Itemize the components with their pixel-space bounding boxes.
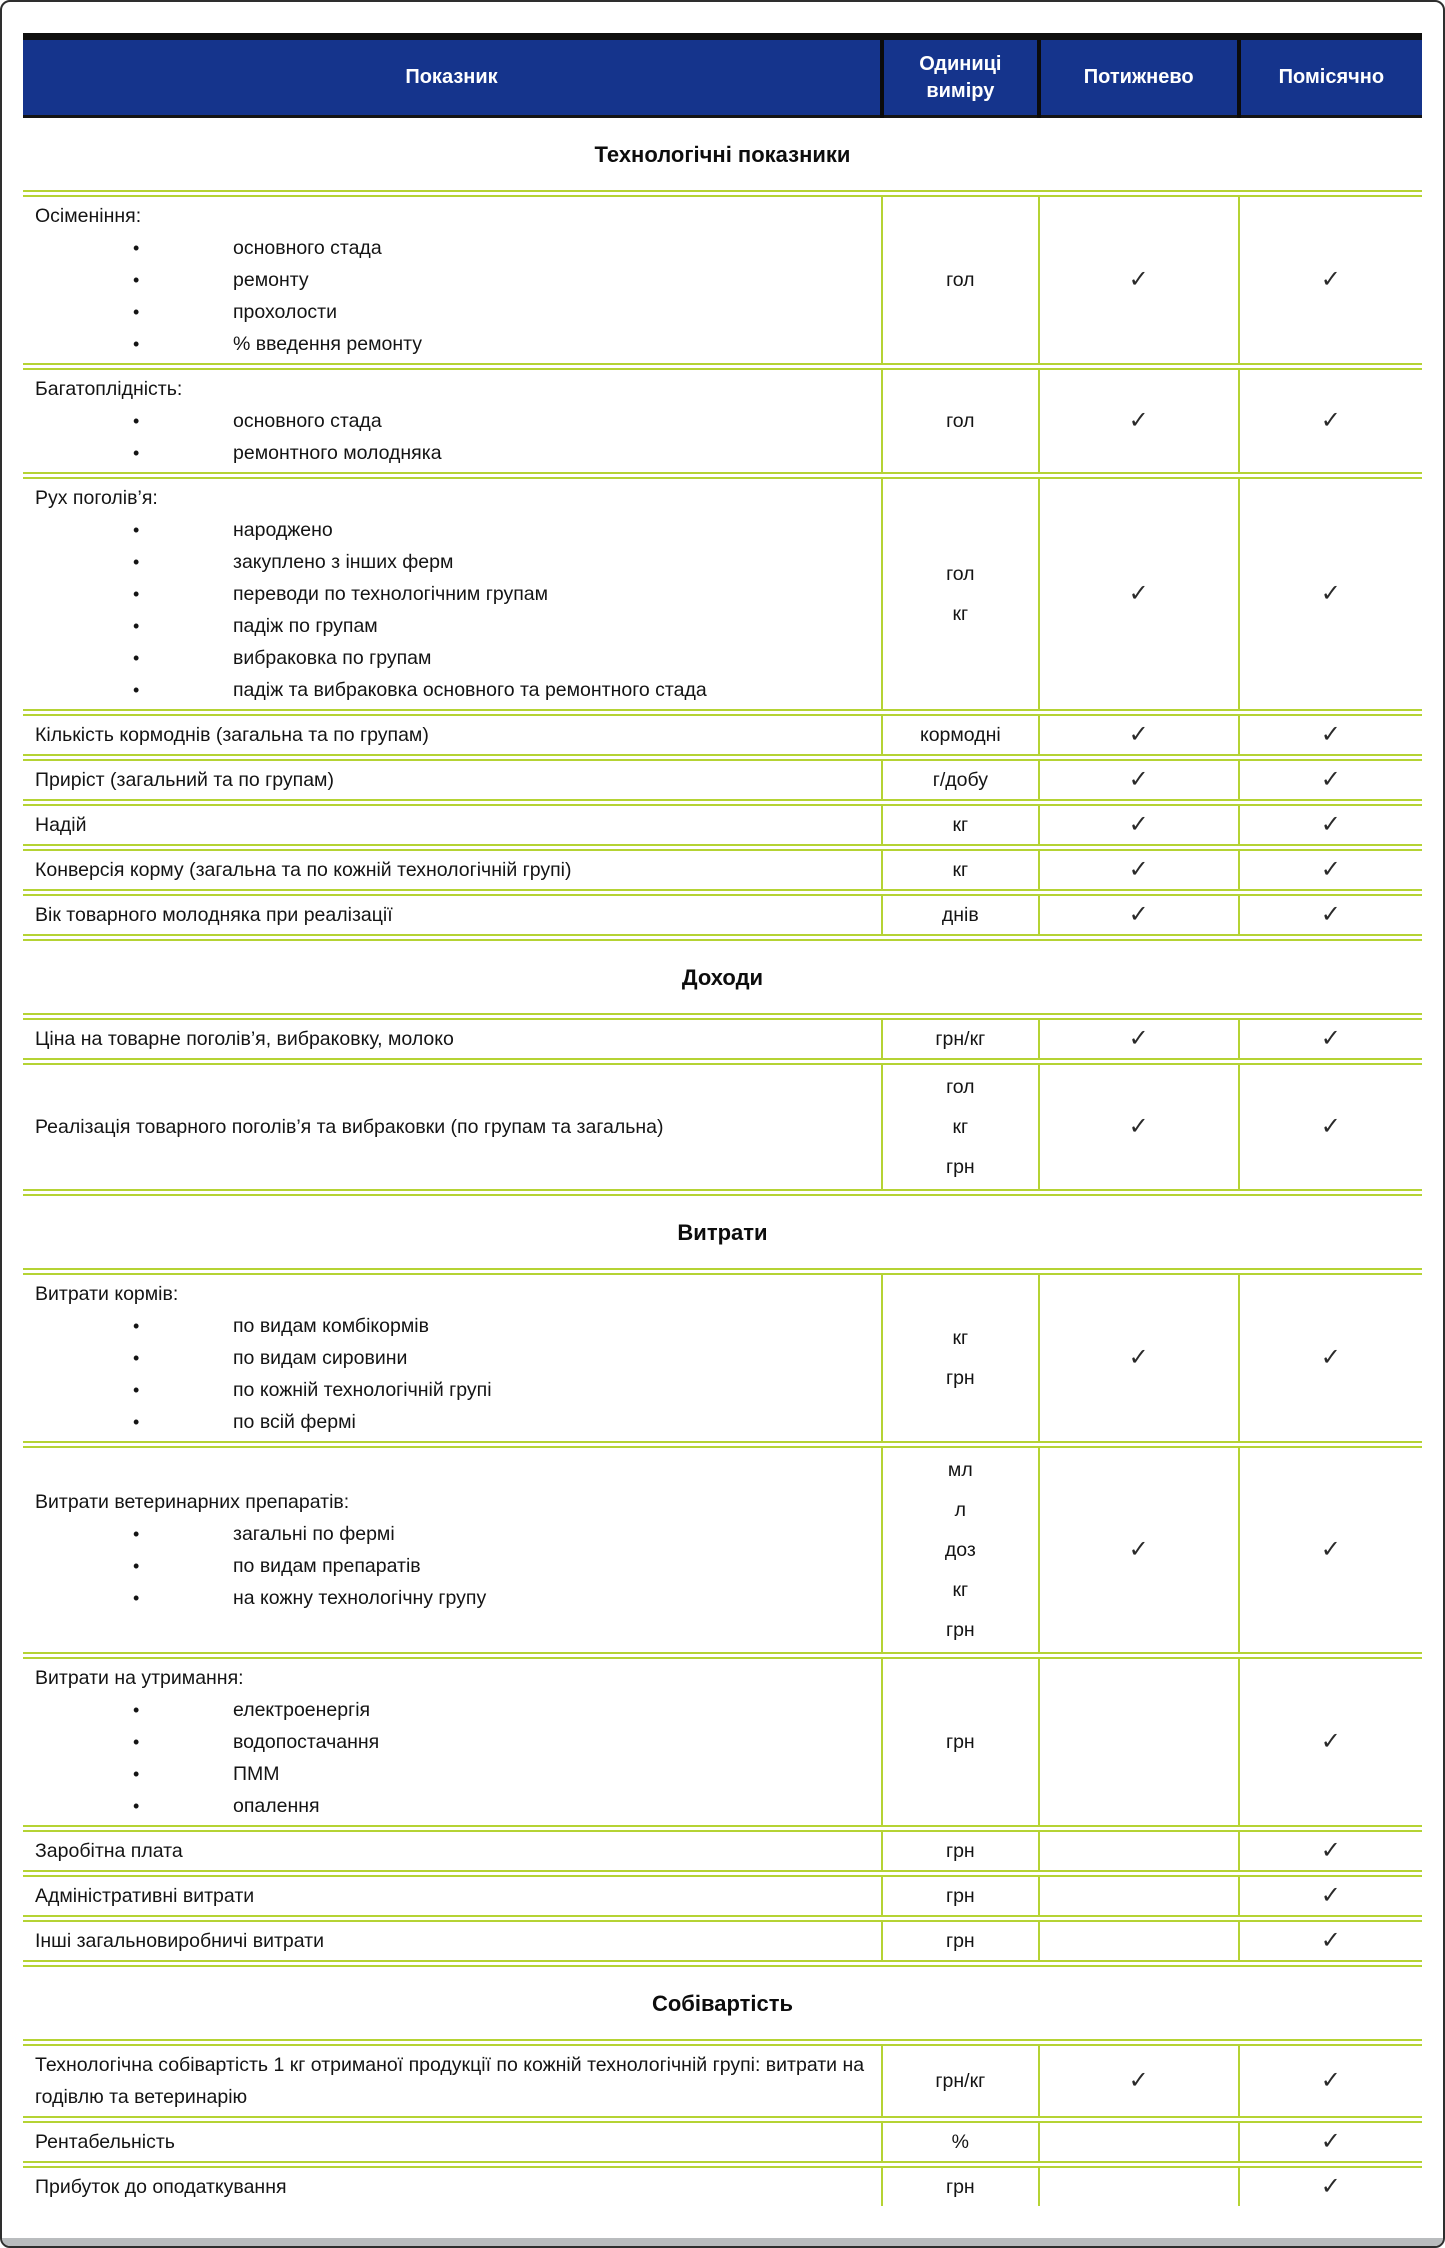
bullet-icon: • — [133, 1796, 140, 1816]
indicator-cell — [23, 1062, 882, 1193]
unit-value: грн — [945, 1731, 975, 1753]
empty-cell — [1039, 1919, 1239, 1964]
bullet-text: ремонту — [233, 269, 309, 291]
section-title: Доходи — [681, 965, 764, 990]
section-title: Технологічні показники — [594, 142, 851, 167]
units-cell — [882, 803, 1039, 848]
bullet-icon: • — [133, 443, 140, 463]
table-row — [23, 1874, 1422, 1919]
unit-value: грн/кг — [935, 1028, 986, 1050]
check-cell — [1039, 194, 1239, 367]
bullet-icon: • — [133, 238, 140, 258]
check-cell — [1239, 1874, 1422, 1919]
indicator-cell — [23, 476, 882, 713]
table-row — [23, 1445, 1422, 1656]
unit-value: грн — [945, 1619, 975, 1641]
indicator-label: Осіменіння: — [35, 205, 142, 227]
check-cell — [1039, 2043, 1239, 2120]
check-cell — [1239, 758, 1422, 803]
check-cell — [1239, 367, 1422, 476]
units-cell — [882, 194, 1039, 367]
check-cell — [1039, 476, 1239, 713]
header-col-monthly: Помісячно — [1239, 37, 1422, 117]
units-cell — [882, 713, 1039, 758]
empty-cell — [1039, 2120, 1239, 2165]
units-cell — [882, 2043, 1039, 2120]
bullet-text: водопостачання — [233, 1731, 380, 1753]
indicator-cell — [23, 848, 882, 893]
check-icon: ✓ — [1128, 855, 1149, 883]
check-icon: ✓ — [1128, 1024, 1149, 1052]
indicator-label: Витрати ветеринарних препаратів: — [35, 1491, 350, 1513]
indicators-table — [23, 1013, 1422, 1196]
bullet-icon: • — [133, 552, 140, 572]
bullet-item — [35, 1374, 871, 1406]
indicators-table — [23, 190, 1422, 941]
indicator-cell — [23, 1272, 882, 1445]
check-icon: ✓ — [1320, 406, 1341, 434]
unit-value: грн — [945, 1840, 975, 1862]
check-cell — [1039, 713, 1239, 758]
bullet-text: по видам препаратів — [233, 1555, 421, 1577]
bullet-text: основного стада — [233, 410, 382, 432]
unit-value: грн — [945, 1156, 975, 1178]
units-cell — [882, 1062, 1039, 1193]
bullet-icon: • — [133, 1732, 140, 1752]
units-cell — [882, 1919, 1039, 1964]
bullet-text: опалення — [233, 1795, 320, 1817]
units-cell — [882, 893, 1039, 938]
empty-cell — [1039, 1656, 1239, 1829]
indicator-cell — [23, 1829, 882, 1874]
indicator-label: Реалізація товарного поголів’я та вибраковки (по групам та загальна) — [35, 1116, 664, 1138]
header-col-indicator: Показник — [23, 37, 882, 117]
bullet-item — [35, 514, 871, 546]
bullet-item — [35, 1550, 871, 1582]
unit-value: грн — [945, 2176, 975, 2198]
unit-value: кг — [952, 859, 969, 881]
bullet-icon: • — [133, 648, 140, 668]
table-row — [23, 1919, 1422, 1964]
units-cell — [882, 848, 1039, 893]
bullet-icon: • — [133, 1316, 140, 1336]
unit-value: грн — [945, 1930, 975, 1952]
section-title: Собівартість — [651, 1991, 794, 2016]
unit-value: кг — [952, 1116, 969, 1138]
table-row — [23, 848, 1422, 893]
indicator-cell — [23, 2043, 882, 2120]
indicator-cell — [23, 2165, 882, 2207]
check-icon: ✓ — [1128, 1535, 1149, 1563]
bullet-icon: • — [133, 584, 140, 604]
bullet-icon: • — [133, 1380, 140, 1400]
bullet-text: прохолости — [233, 301, 337, 323]
bullet-text: по видам сировини — [233, 1347, 408, 1369]
check-cell — [1239, 2120, 1422, 2165]
window-bottom-edge — [2, 2238, 1443, 2246]
units-cell — [882, 367, 1039, 476]
units-cell — [882, 1017, 1039, 1062]
bullet-item — [35, 1342, 871, 1374]
units-cell — [882, 476, 1039, 713]
check-icon: ✓ — [1320, 265, 1341, 293]
bullet-text: по кожній технологічній групі — [233, 1379, 492, 1401]
indicator-label: Приріст (загальний та по групам) — [35, 769, 334, 791]
bullet-text: падіж по групам — [233, 615, 378, 637]
indicator-label: Витрати на утримання: — [35, 1667, 244, 1689]
indicator-cell — [23, 1017, 882, 1062]
units-cell — [882, 1874, 1039, 1919]
bullet-icon: • — [133, 411, 140, 431]
check-icon: ✓ — [1320, 810, 1341, 838]
table-row — [23, 367, 1422, 476]
check-icon: ✓ — [1320, 765, 1341, 793]
indicator-cell — [23, 367, 882, 476]
check-cell — [1239, 713, 1422, 758]
check-cell — [1039, 848, 1239, 893]
indicator-cell — [23, 2120, 882, 2165]
bullet-item — [35, 1582, 871, 1614]
bullet-icon: • — [133, 1348, 140, 1368]
bullet-text: електроенергія — [233, 1699, 371, 1721]
units-cell — [882, 1445, 1039, 1656]
check-icon: ✓ — [1320, 855, 1341, 883]
bullet-item — [35, 232, 871, 264]
empty-cell — [1039, 1829, 1239, 1874]
unit-value: кормодні — [919, 724, 1001, 746]
indicator-label: Ціна на товарне поголів’я, вибраковку, молоко — [35, 1028, 454, 1050]
bullet-text: на кожну технологічну групу — [233, 1587, 487, 1609]
table-row — [23, 1062, 1422, 1193]
check-cell — [1039, 367, 1239, 476]
bullet-text: закуплено з інших ферм — [233, 551, 454, 573]
bullet-text: % введення ремонту — [233, 333, 423, 355]
bullet-item — [35, 1758, 871, 1790]
check-cell — [1039, 1272, 1239, 1445]
units-cell — [882, 1272, 1039, 1445]
unit-value: кг — [952, 603, 969, 625]
table-row — [23, 1656, 1422, 1829]
bullet-item — [35, 437, 871, 469]
bullet-icon: • — [133, 616, 140, 636]
header-col-weekly: Потижнево — [1039, 37, 1239, 117]
check-icon: ✓ — [1320, 900, 1341, 928]
bullet-icon: • — [133, 1524, 140, 1544]
indicator-cell — [23, 758, 882, 803]
table-row — [23, 2120, 1422, 2165]
report-table-area — [2, 2, 1443, 2246]
bullet-icon: • — [133, 680, 140, 700]
indicator-label: Інші загальновиробничі витрати — [35, 1930, 324, 1952]
check-cell — [1239, 1829, 1422, 1874]
check-cell — [1239, 2165, 1422, 2207]
units-cell — [882, 758, 1039, 803]
unit-value: % — [951, 2131, 969, 2153]
unit-value: кг — [952, 1579, 969, 1601]
check-icon: ✓ — [1128, 2066, 1149, 2094]
bullet-text: ПММ — [233, 1763, 280, 1785]
check-cell — [1239, 2043, 1422, 2120]
empty-cell — [1039, 2165, 1239, 2207]
check-icon: ✓ — [1320, 2172, 1341, 2200]
check-icon: ✓ — [1320, 1535, 1341, 1563]
unit-value: кг — [952, 814, 969, 836]
unit-value: грн/кг — [935, 2070, 986, 2092]
bullet-item — [35, 674, 871, 706]
check-icon: ✓ — [1128, 406, 1149, 434]
check-icon: ✓ — [1320, 1112, 1341, 1140]
check-cell — [1239, 893, 1422, 938]
units-cell — [882, 1656, 1039, 1829]
check-icon: ✓ — [1320, 1926, 1341, 1954]
unit-value: гол — [946, 1076, 975, 1098]
check-icon: ✓ — [1128, 579, 1149, 607]
bullet-icon: • — [133, 1764, 140, 1784]
indicator-label: Вік товарного молодняка при реалізації — [35, 904, 393, 926]
indicators-table — [23, 1268, 1422, 1967]
check-cell — [1039, 1445, 1239, 1656]
bullet-icon: • — [133, 334, 140, 354]
unit-value: днів — [941, 904, 979, 926]
section-title: Витрати — [677, 1220, 768, 1245]
check-cell — [1239, 1272, 1422, 1445]
bullet-text: основного стада — [233, 237, 382, 259]
indicator-label: Конверсія корму (загальна та по кожній технологічній групі) — [35, 859, 572, 881]
indicator-label: Рентабельність — [35, 2131, 175, 2153]
bullet-item — [35, 1694, 871, 1726]
check-cell — [1239, 1656, 1422, 1829]
empty-cell — [1039, 1874, 1239, 1919]
indicator-label: Багатоплідність: — [35, 378, 183, 400]
check-cell — [1039, 1062, 1239, 1193]
unit-value: гол — [946, 563, 975, 585]
unit-value: мл — [947, 1459, 973, 1481]
unit-value: гол — [946, 269, 975, 291]
bullet-icon: • — [133, 302, 140, 322]
check-icon: ✓ — [1128, 265, 1149, 293]
indicator-cell — [23, 803, 882, 848]
check-icon: ✓ — [1320, 1727, 1341, 1755]
bullet-item — [35, 1518, 871, 1550]
table-row — [23, 803, 1422, 848]
units-cell — [882, 1829, 1039, 1874]
indicator-label: Заробітна плата — [35, 1840, 183, 1862]
bullet-icon: • — [133, 1588, 140, 1608]
bullet-item — [35, 405, 871, 437]
check-icon: ✓ — [1128, 900, 1149, 928]
unit-value: грн — [945, 1885, 975, 1907]
check-cell — [1239, 1919, 1422, 1964]
bullet-icon: • — [133, 1700, 140, 1720]
indicator-label: Адміністративні витрати — [35, 1885, 255, 1907]
bullet-text: народжено — [233, 519, 333, 541]
bullet-text: падіж та вибраковка основного та ремонтного стада — [233, 679, 707, 701]
unit-value: л — [954, 1499, 967, 1521]
indicator-cell — [23, 1445, 882, 1656]
bullet-item — [35, 578, 871, 610]
indicator-label: Витрати кормів: — [35, 1283, 179, 1305]
units-cell — [882, 2165, 1039, 2207]
check-cell — [1239, 1062, 1422, 1193]
check-cell — [1239, 848, 1422, 893]
table-row — [23, 1272, 1422, 1445]
check-icon: ✓ — [1128, 1112, 1149, 1140]
check-icon: ✓ — [1128, 1343, 1149, 1371]
bullet-item — [35, 610, 871, 642]
indicator-cell — [23, 713, 882, 758]
table-row — [23, 893, 1422, 938]
table-row — [23, 1829, 1422, 1874]
indicator-cell — [23, 194, 882, 367]
bullet-item — [35, 264, 871, 296]
indicator-label: Рух поголів’я: — [35, 487, 158, 509]
bullet-item — [35, 546, 871, 578]
indicator-label: Технологічна собівартість 1 кг отриманої продукції по кожній технологічній групі: витрати на годівлю та ветеринарію — [35, 2054, 865, 2108]
bullet-item — [35, 642, 871, 674]
table-row — [23, 194, 1422, 367]
check-cell — [1039, 1017, 1239, 1062]
bullet-item — [35, 1726, 871, 1758]
bullet-icon: • — [133, 520, 140, 540]
header-row — [23, 37, 1422, 117]
table-row — [23, 1017, 1422, 1062]
check-icon: ✓ — [1128, 765, 1149, 793]
check-cell — [1239, 194, 1422, 367]
check-icon: ✓ — [1320, 579, 1341, 607]
sections — [23, 140, 1422, 2206]
indicator-label: Надій — [35, 814, 87, 836]
bullet-icon: • — [133, 1412, 140, 1432]
bullet-text: по видам комбікормів — [233, 1315, 429, 1337]
check-cell — [1039, 758, 1239, 803]
table-row — [23, 476, 1422, 713]
unit-value: г/добу — [932, 769, 988, 791]
check-icon: ✓ — [1320, 2127, 1341, 2155]
check-icon: ✓ — [1128, 810, 1149, 838]
unit-value: грн — [945, 1367, 975, 1389]
check-cell — [1039, 803, 1239, 848]
indicator-cell — [23, 1874, 882, 1919]
check-icon: ✓ — [1320, 720, 1341, 748]
check-icon: ✓ — [1320, 1881, 1341, 1909]
check-cell — [1239, 803, 1422, 848]
bullet-item — [35, 296, 871, 328]
check-icon: ✓ — [1320, 1343, 1341, 1371]
indicator-label: Кількість кормоднів (загальна та по групам) — [35, 724, 429, 746]
check-icon: ✓ — [1320, 2066, 1341, 2094]
bullet-icon: • — [133, 270, 140, 290]
check-cell — [1239, 1445, 1422, 1656]
unit-value: кг — [952, 1327, 969, 1349]
check-cell — [1239, 1017, 1422, 1062]
bullet-text: загальні по фермі — [233, 1523, 395, 1545]
table-header — [23, 33, 1422, 118]
units-cell — [882, 2120, 1039, 2165]
table-row — [23, 2165, 1422, 2207]
check-cell — [1239, 476, 1422, 713]
header-col-units: Одиниці виміру — [882, 37, 1039, 117]
indicators-table — [23, 2039, 1422, 2206]
check-icon: ✓ — [1320, 1836, 1341, 1864]
indicator-cell — [23, 1656, 882, 1829]
bullet-text: переводи по технологічним групам — [233, 583, 549, 605]
indicator-cell — [23, 1919, 882, 1964]
bullet-item — [35, 328, 871, 360]
table-row — [23, 2043, 1422, 2120]
indicator-label: Прибуток до оподаткування — [35, 2176, 287, 2198]
unit-value: гол — [946, 410, 975, 432]
bullet-item — [35, 1310, 871, 1342]
bullet-icon: • — [133, 1556, 140, 1576]
check-icon: ✓ — [1320, 1024, 1341, 1052]
bullet-item — [35, 1790, 871, 1822]
bullet-item — [35, 1406, 871, 1438]
table-row — [23, 758, 1422, 803]
table-row — [23, 713, 1422, 758]
bullet-text: вибраковка по групам — [233, 647, 432, 669]
bullet-text: по всій фермі — [233, 1411, 356, 1433]
indicator-cell — [23, 893, 882, 938]
bullet-text: ремонтного молодняка — [233, 442, 442, 464]
unit-value: доз — [944, 1539, 976, 1561]
check-icon: ✓ — [1128, 720, 1149, 748]
check-cell — [1039, 893, 1239, 938]
